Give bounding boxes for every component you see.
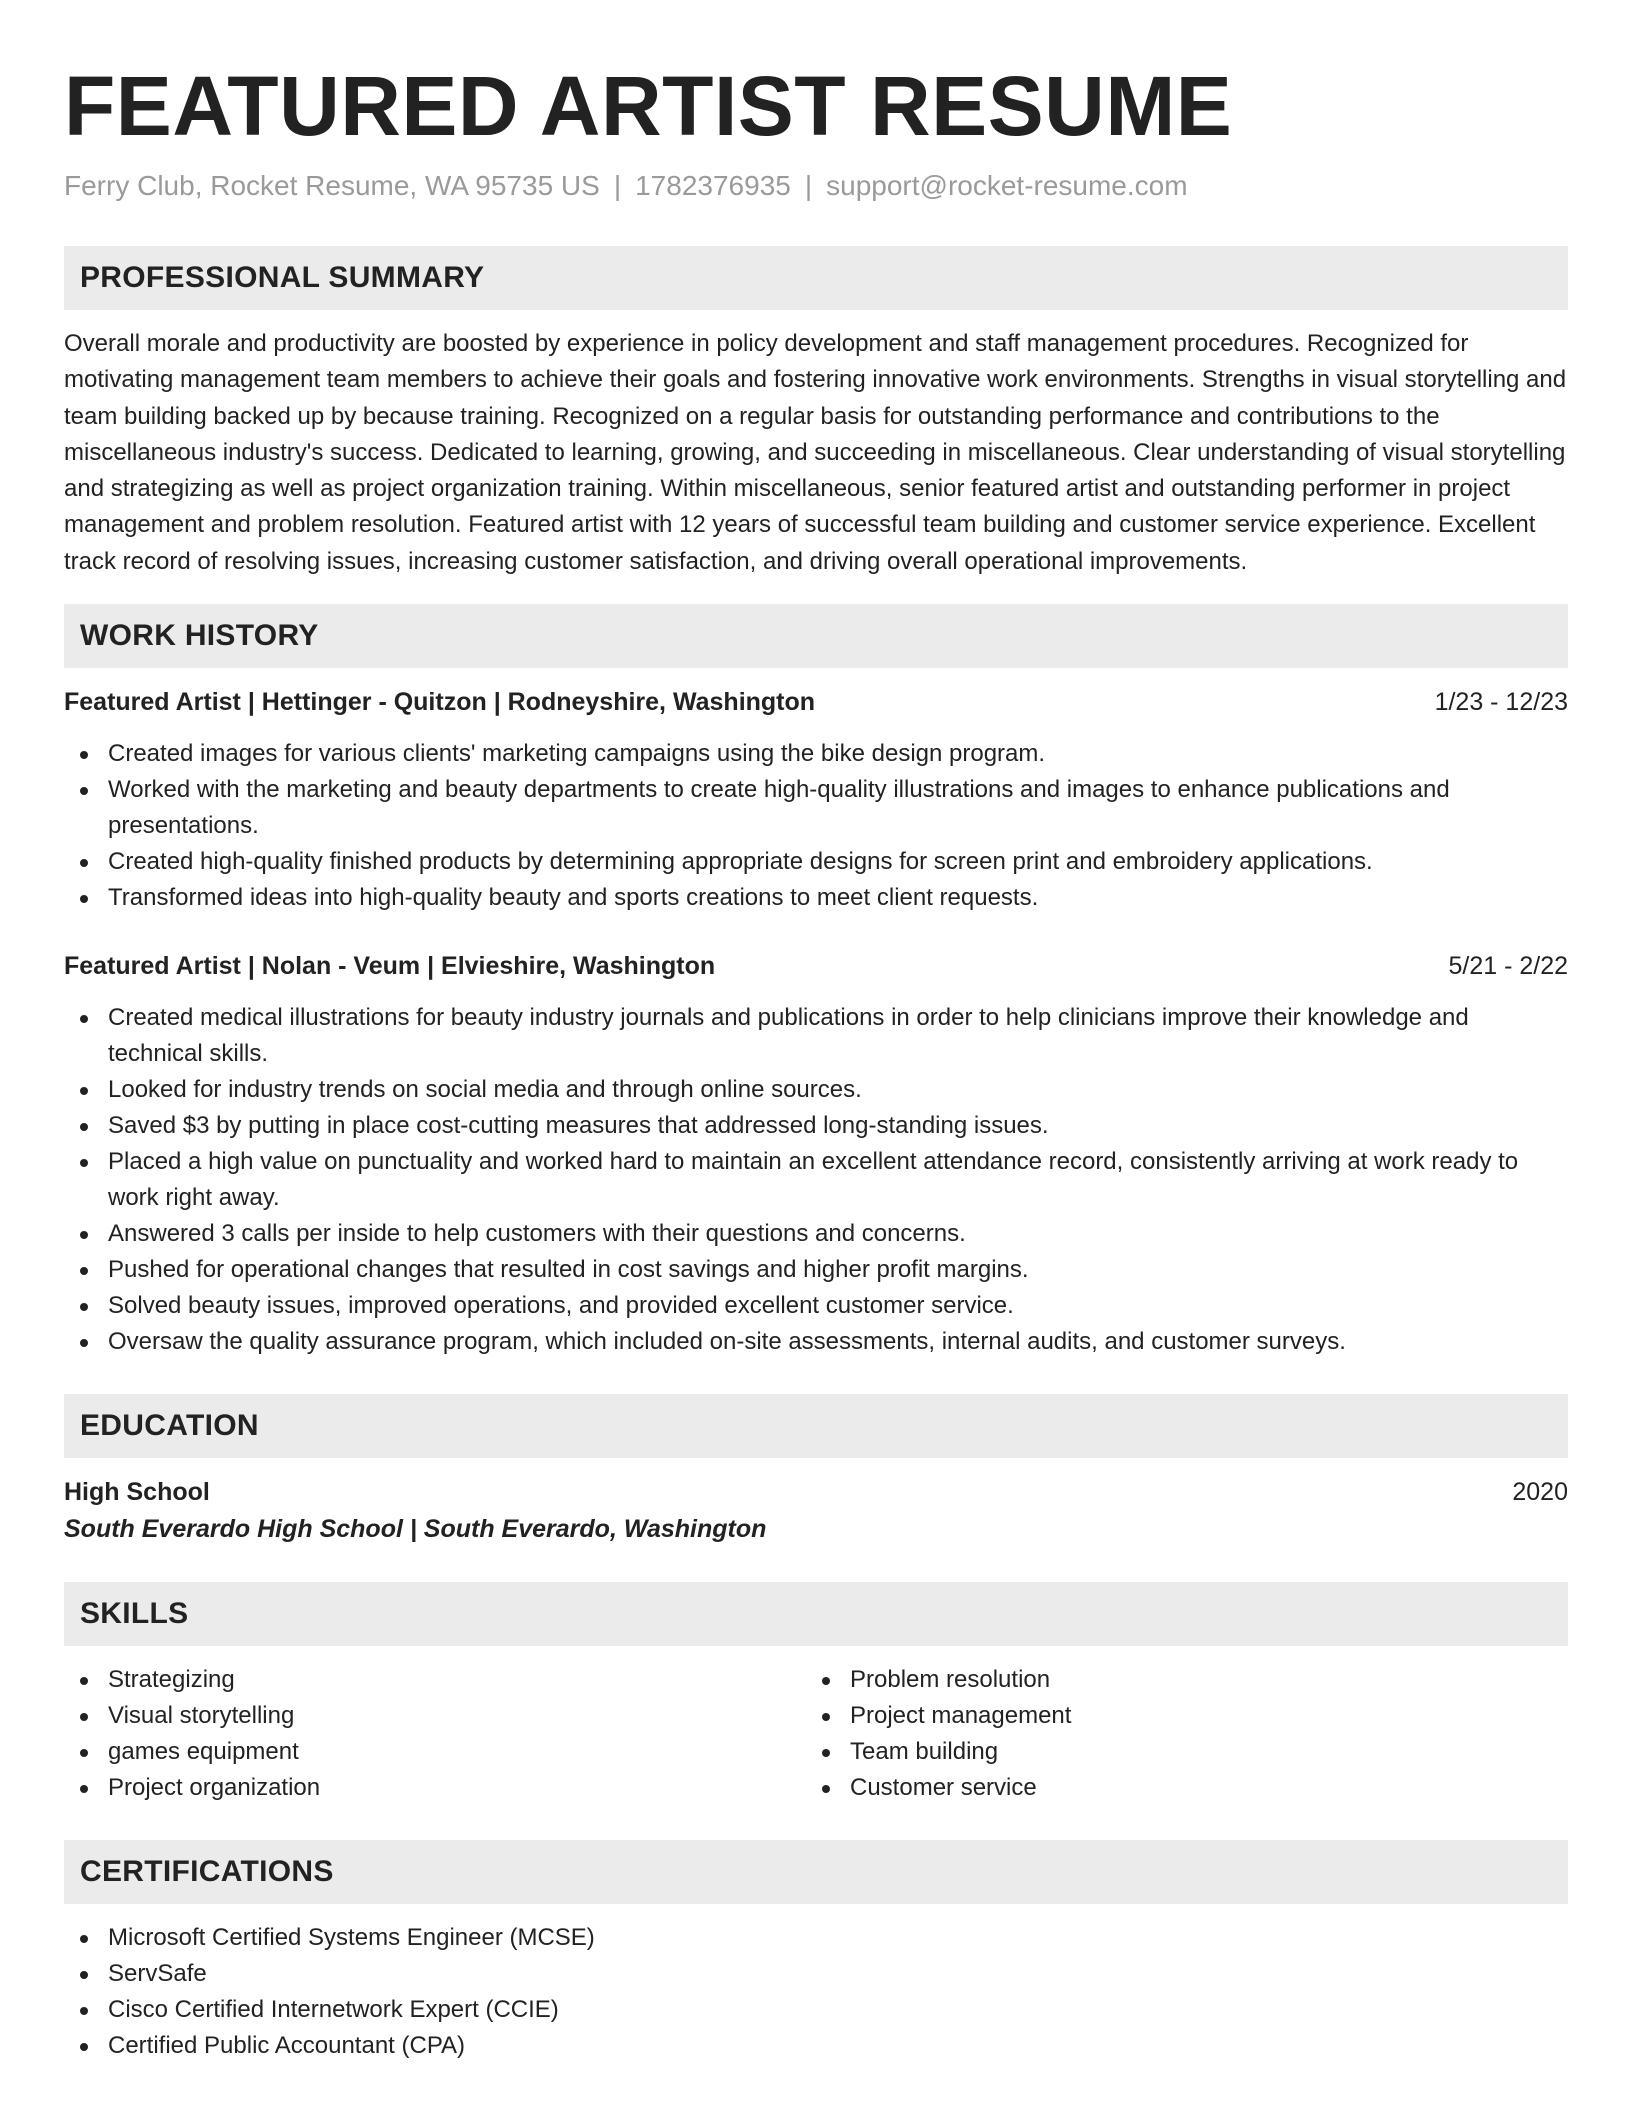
skills-column-left (64, 1662, 806, 1806)
job-header (64, 948, 1568, 984)
summary-text: Overall morale and productivity are boosted by experience in policy development and staff management procedures. Recognized for motivating management team members to achieve their goals and fostering innovative work environments. Strengths in visual storytelling and team building backed up by because training. Recognized on a regular basis for outstanding performance and contributions to the miscellaneous industry's success. Dedicated to learning, growing, and succeeding in miscellaneous. Clear understanding of visual storytelling and strategizing as well as project organization training. Within miscellaneous, senior featured artist and outstanding performer in project management and problem resolution. Featured artist with 12 years of successful team building and customer service experience. Excellent track record of resolving issues, increasing customer satisfaction, and driving overall operational improvements. (64, 330, 1567, 575)
contact-address: Ferry Club, Rocket Resume, WA 95735 US (64, 170, 600, 201)
list-item: Solved beauty issues, improved operations, and provided excellent customer service. (64, 1288, 1568, 1324)
job-bullets (64, 1000, 1568, 1360)
skills-column-right (806, 1662, 1548, 1806)
skills-grid (64, 1662, 1568, 1806)
job-entry (64, 684, 1568, 916)
work-history-section-header: WORK HISTORY (64, 604, 1568, 668)
summary-section-header: PROFESSIONAL SUMMARY (64, 246, 1568, 310)
certification-item: ServSafe (64, 1956, 1568, 1992)
list-item: Created high-quality finished products by determining appropriate designs for screen print and embroidery applications. (64, 844, 1568, 880)
education-entry (64, 1474, 1568, 1548)
job-title: Featured Artist | Hettinger - Quitzon | Rodneyshire, Washington (64, 688, 816, 717)
certification-item: Certified Public Accountant (CPA) (64, 2028, 1568, 2064)
education-section-header: EDUCATION (64, 1394, 1568, 1458)
job-bullets (64, 736, 1568, 916)
job-title: Featured Artist | Nolan - Veum | Elvieshire, Washington (64, 952, 716, 981)
list-item: Created medical illustrations for beauty industry journals and publications in order to help clinicians improve their knowledge and technical skills. (64, 1000, 1568, 1072)
list-item: Pushed for operational changes that resulted in cost savings and higher profit margins. (64, 1252, 1568, 1288)
list-item: Oversaw the quality assurance program, which included on-site assessments, internal audits, and customer surveys. (64, 1324, 1568, 1360)
job-entry (64, 948, 1568, 1360)
contact-separator: | (804, 170, 813, 201)
skill-item: Project organization (64, 1770, 806, 1806)
skill-item: Strategizing (64, 1662, 806, 1698)
education-school: South Everardo High School | South Everardo, Washington (64, 1515, 767, 1544)
certification-item: Cisco Certified Internetwork Expert (CCIE) (64, 1992, 1568, 2028)
contact-separator: | (613, 170, 622, 201)
skill-item: Visual storytelling (64, 1698, 806, 1734)
list-item: Transformed ideas into high-quality beauty and sports creations to meet client requests. (64, 880, 1568, 916)
skill-item: games equipment (64, 1734, 806, 1770)
education-year: 2020 (1512, 1478, 1568, 1507)
job-header (64, 684, 1568, 720)
job-dates: 1/23 - 12/23 (1434, 688, 1568, 717)
contact-phone: 1782376935 (635, 170, 791, 201)
skill-item: Problem resolution (806, 1662, 1548, 1698)
education-header (64, 1474, 1568, 1510)
resume-title: FEATURED ARTIST RESUME (64, 59, 1233, 153)
certifications-list (64, 1920, 1568, 2064)
certification-item: Microsoft Certified Systems Engineer (MCSE) (64, 1920, 1568, 1956)
job-dates: 5/21 - 2/22 (1448, 952, 1568, 981)
resume-page (64, 0, 1568, 2064)
list-item: Created images for various clients' marketing campaigns using the bike design program. (64, 736, 1568, 772)
list-item: Saved $3 by putting in place cost-cutting measures that addressed long-standing issues. (64, 1108, 1568, 1144)
list-item: Looked for industry trends on social media and through online sources. (64, 1072, 1568, 1108)
list-item: Answered 3 calls per inside to help customers with their questions and concerns. (64, 1216, 1568, 1252)
skills-section-header: SKILLS (64, 1582, 1568, 1646)
contact-email: support@rocket-resume.com (826, 170, 1188, 201)
contact-line (64, 168, 1568, 204)
list-item: Worked with the marketing and beauty departments to create high-quality illustrations and images to enhance publications and presentations. (64, 772, 1568, 844)
skill-item: Customer service (806, 1770, 1548, 1806)
certifications-section-header: CERTIFICATIONS (64, 1840, 1568, 1904)
skill-item: Team building (806, 1734, 1548, 1770)
list-item: Placed a high value on punctuality and worked hard to maintain an excellent attendance record, consistently arriving at work ready to work right away. (64, 1144, 1568, 1216)
skill-item: Project management (806, 1698, 1548, 1734)
education-degree: High School (64, 1478, 210, 1507)
